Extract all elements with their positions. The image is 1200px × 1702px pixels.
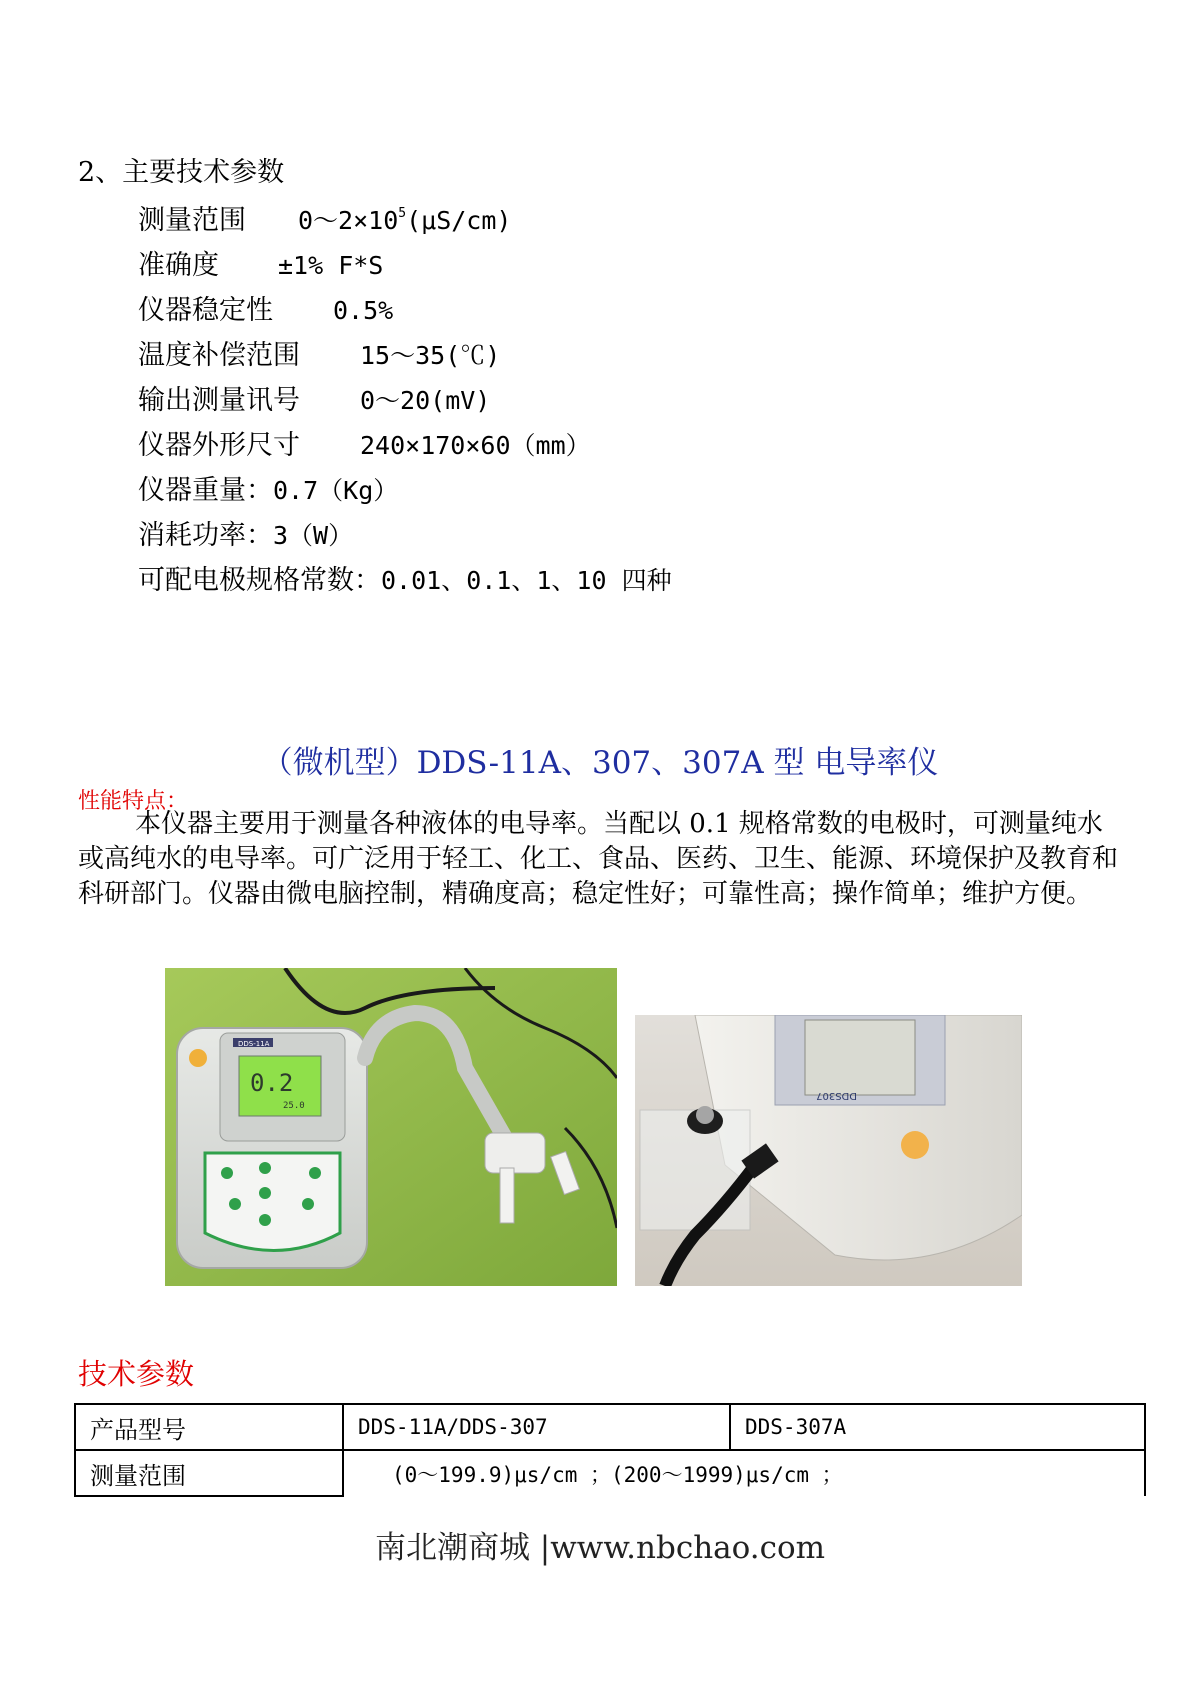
table-row	[75, 1450, 1145, 1496]
tech-params-title: 技术参数	[78, 1357, 195, 1391]
product-title: （微机型）DDS-11A、307、307A 型 电导率仪	[261, 745, 939, 781]
spec-value: 0.01、0.1、1、10 四种	[381, 566, 672, 595]
spec-label: 仪器稳定性	[138, 295, 273, 326]
spec-label: 准确度	[138, 250, 219, 281]
spec-label: 仪器重量：	[138, 475, 273, 506]
spec-row	[138, 288, 672, 333]
device-model-text: DDS307	[816, 1090, 857, 1101]
spec-value: ±1% F*S	[278, 251, 384, 280]
spec-value: 240×170×60（mm）	[360, 431, 591, 460]
table-cell: DDS-11A/DDS-307	[343, 1404, 730, 1450]
spec-label: 输出测量讯号	[138, 385, 300, 416]
feature-label: 性能特点：	[78, 789, 189, 814]
table-cell: (0～199.9)μs/cm ；(200～1999)μs/cm ；	[343, 1450, 1145, 1496]
spec-row	[138, 558, 672, 603]
spec-value: 15～35(℃)	[360, 341, 501, 370]
spec-row	[138, 513, 672, 558]
spec-row	[138, 378, 672, 423]
table-cell: DDS-307A	[730, 1404, 1145, 1450]
params-table	[74, 1403, 1146, 1497]
spec-value: $0\sim 2\times 10^5(\mu S/cm)$	[298, 206, 512, 235]
spec-label: 仪器外形尺寸	[138, 430, 300, 461]
lcd-main-reading: 0.2	[250, 1069, 294, 1097]
spec-row	[138, 243, 672, 288]
spec-value: 0.5%	[333, 296, 394, 325]
section-heading: 2、主要技术参数	[78, 157, 285, 188]
meter-photo	[165, 968, 617, 1286]
spec-label: 温度补偿范围	[138, 340, 300, 371]
device-model-text: DDS-11A	[238, 1040, 270, 1048]
spec-list	[138, 198, 672, 603]
spec-label: 测量范围	[138, 205, 246, 236]
table-cell: 产品型号	[75, 1404, 343, 1450]
table-cell: 测量范围	[75, 1450, 343, 1496]
spec-row	[138, 468, 672, 513]
spec-row	[138, 198, 672, 243]
connector-illustration	[635, 1015, 1022, 1286]
footer-text: 南北潮商城 |www.nbchao.com	[374, 1530, 826, 1566]
spec-value: 0.7（Kg）	[273, 476, 399, 505]
lcd-temperature: 25.0	[283, 1101, 305, 1111]
spec-label: 消耗功率：	[138, 520, 273, 551]
spec-row	[138, 333, 672, 378]
spec-label: 可配电极规格常数：	[138, 565, 381, 596]
meter-illustration	[165, 968, 617, 1286]
product-description: 本仪器主要用于测量各种液体的电导率。当配以 0.1 规格常数的电极时，可测量纯水或高纯水的电导率。可广泛用于轻工、化工、食品、医药、卫生、能源、环境保护及教育和科研部门。仪器由微电脑控制，精确度高；稳定性好；可靠性高；操作简单；维护方便。	[78, 809, 1119, 909]
spec-row	[138, 423, 672, 468]
table-row	[75, 1404, 1145, 1450]
connector-photo	[635, 1015, 1022, 1286]
spec-value: 0～20(mV)	[360, 386, 491, 415]
spec-value: 3（W）	[273, 521, 354, 550]
